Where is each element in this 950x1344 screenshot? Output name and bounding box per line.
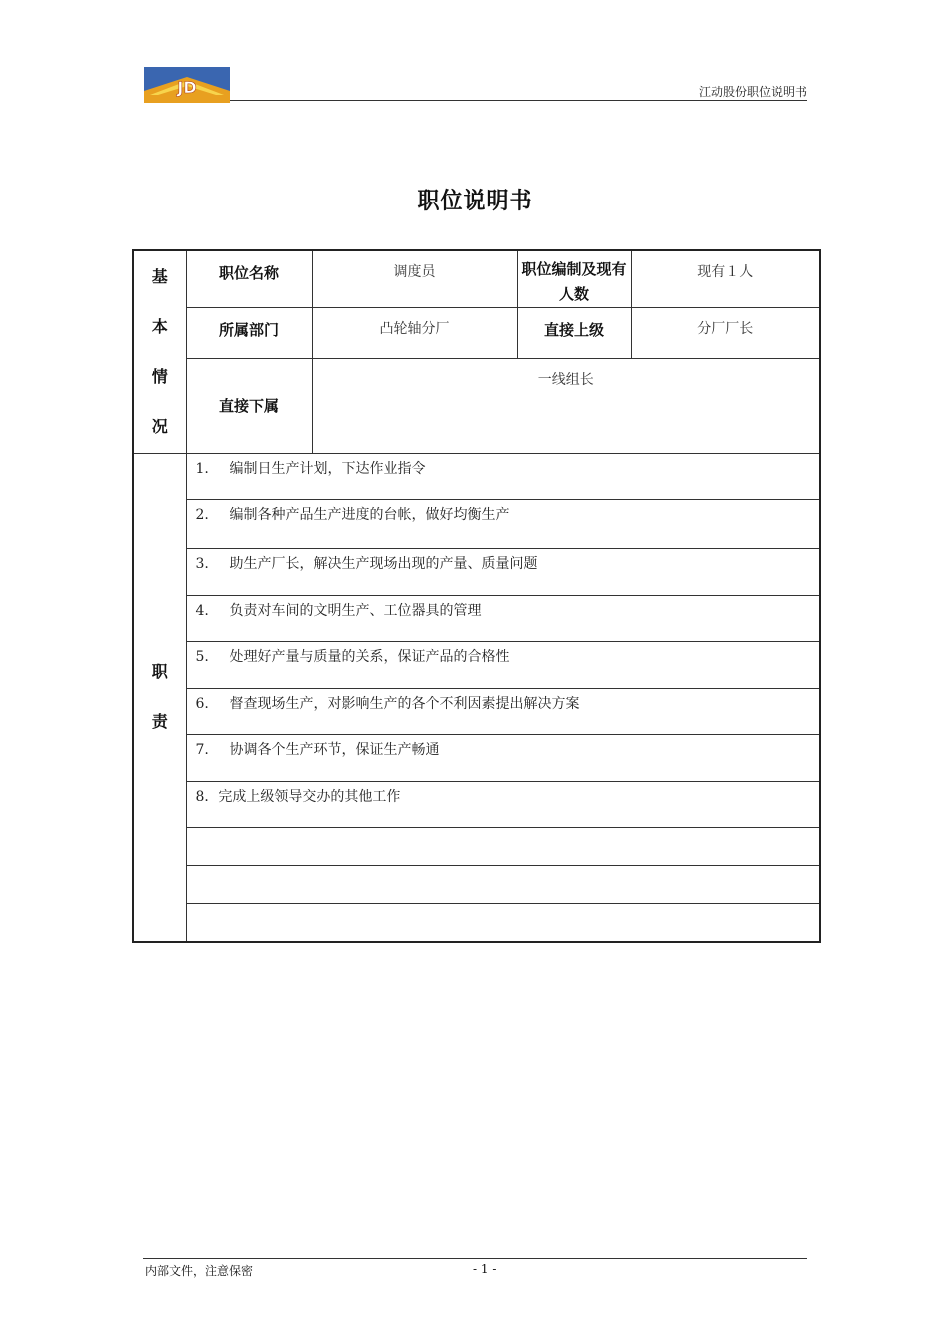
duty-item: 4. 负责对车间的文明生产、工位器具的管理 [186, 596, 820, 642]
footer-rule [143, 1258, 807, 1259]
duty-item: 7. 协调各个生产环节，保证生产畅通 [186, 735, 820, 782]
page-number: - 1 - [473, 1262, 497, 1276]
duty-item: 2. 编制各种产品生产进度的台帐，做好均衡生产 [186, 500, 820, 549]
duties-section-label: 职 责 [133, 454, 186, 942]
position-name-label: 职位名称 [186, 250, 312, 308]
basic-info-section-label: 基 本 情 况 [133, 250, 186, 454]
duty-item-empty [186, 828, 820, 866]
duty-item-empty [186, 866, 820, 904]
subordinate-label: 直接下属 [186, 359, 312, 454]
job-description-table [132, 249, 821, 943]
header-rule [230, 100, 807, 101]
department-value: 凸轮轴分厂 [312, 308, 517, 359]
duty-item: 6. 督查现场生产，对影响生产的各个不利因素提出解决方案 [186, 689, 820, 735]
company-logo [144, 67, 230, 103]
header-title: 江动股份职位说明书 [698, 85, 807, 99]
headcount-label: 职位编制及现有人数 [517, 250, 631, 308]
position-name-value: 调度员 [312, 250, 517, 308]
duty-item-empty [186, 904, 820, 942]
page-title: 职位说明书 [417, 189, 533, 214]
svg-text:JD: JD [177, 78, 197, 97]
duty-item: 8．完成上级领导交办的其他工作 [186, 782, 820, 828]
duty-item: 5. 处理好产量与质量的关系，保证产品的合格性 [186, 642, 820, 689]
superior-label: 直接上级 [517, 308, 631, 359]
superior-value: 分厂厂长 [631, 308, 820, 359]
subordinate-value: 一线组长 [312, 359, 820, 454]
footer-confidential: 内部文件，注意保密 [145, 1264, 254, 1278]
duty-item: 3. 助生产厂长，解决生产现场出现的产量、质量问题 [186, 549, 820, 596]
duty-item: 1. 编制日生产计划，下达作业指令 [186, 454, 820, 500]
department-label: 所属部门 [186, 308, 312, 359]
headcount-value: 现有１人 [631, 250, 820, 308]
